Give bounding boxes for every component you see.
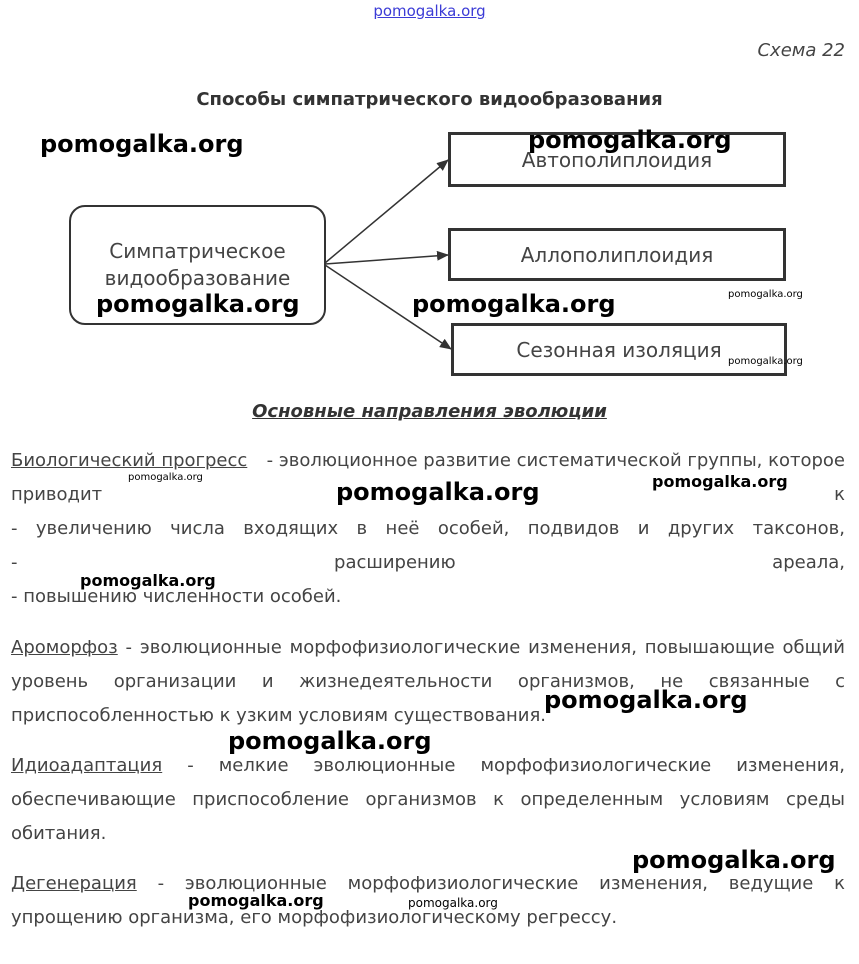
watermark: pomogalka.org	[412, 290, 616, 318]
site-link[interactable]: pomogalka.org	[373, 2, 486, 20]
term-idioadaptation: Идиоадаптация	[11, 755, 163, 776]
watermark: pomogalka.org	[96, 290, 300, 318]
bio-progress-intro: - эволюционное развитие систематической группы, которое	[266, 450, 845, 471]
aromorphosis-text: - эволюционные морфофизиологические изменения, повышающие общий уровень организации и жизнедеятельности организмов, не связанные с приспособленностью к узким условиям существования.	[11, 637, 845, 726]
target-label-allopolyploidy: Аллополиплоидия	[520, 242, 714, 267]
idioadaptation-text: - мелкие эволюционные морфофизиологические изменения, обеспечивающие приспособление организмов к определенным условиям среды обитания.	[11, 755, 845, 844]
target-label-seasonal-isolation: Сезонная изоляция	[516, 337, 722, 362]
watermark: pomogalka.org	[80, 571, 216, 590]
section-title: Основные направления эволюции	[252, 401, 607, 422]
watermark: pomogalka.org	[228, 727, 432, 755]
term-aromorphosis: Ароморфоз	[11, 637, 118, 658]
bio-progress-lead-end: к	[834, 484, 845, 505]
paragraph-idioadaptation	[11, 749, 845, 851]
schema-label: Схема 22	[757, 40, 845, 61]
watermark: pomogalka.org	[728, 356, 803, 367]
bio-progress-item2-end: ареала,	[772, 552, 845, 573]
bio-progress-item2-word: расширению	[334, 552, 456, 573]
paragraph-aromorphosis	[11, 631, 845, 733]
center-box-line2: видообразование	[104, 266, 291, 290]
degeneration-text: - эволюционные морфофизиологические изменения, ведущие к упрощению организма, его морфофизиологическому регрессу.	[11, 873, 845, 928]
watermark: pomogalka.org	[728, 289, 803, 300]
bio-progress-item2-dash: -	[11, 552, 18, 573]
watermark: pomogalka.org	[632, 846, 836, 874]
watermark: pomogalka.org	[336, 478, 540, 506]
watermark: pomogalka.org	[652, 472, 788, 491]
target-label-autopolyploidy: Автополиплоидия	[521, 147, 713, 172]
center-box-line1: Симпатрическое	[109, 239, 286, 263]
diagram-title: Способы симпатрического видообразования	[196, 89, 663, 110]
target-box-allopolyploidy	[448, 228, 786, 281]
term-biological-progress: Биологический прогресс	[11, 450, 248, 471]
target-box-seasonal-isolation	[451, 323, 787, 376]
bio-progress-item1: - увеличению числа входящих в неё особей, подвидов и других таксонов,	[11, 518, 845, 539]
bio-progress-lead-word: приводит	[11, 484, 103, 505]
watermark: pomogalka.org	[528, 126, 732, 154]
watermark: pomogalka.org	[40, 130, 244, 158]
arrow-to-autopolyploidy	[325, 160, 448, 263]
watermark: pomogalka.org	[128, 472, 203, 483]
watermark: pomogalka.org	[544, 686, 748, 714]
arrow-to-allopolyploidy	[325, 255, 448, 264]
watermark: pomogalka.org	[188, 891, 324, 910]
watermark: pomogalka.org	[408, 896, 498, 910]
term-degeneration: Дегенерация	[11, 873, 137, 894]
bio-progress-item3: - повышению численности особей.	[11, 586, 342, 607]
